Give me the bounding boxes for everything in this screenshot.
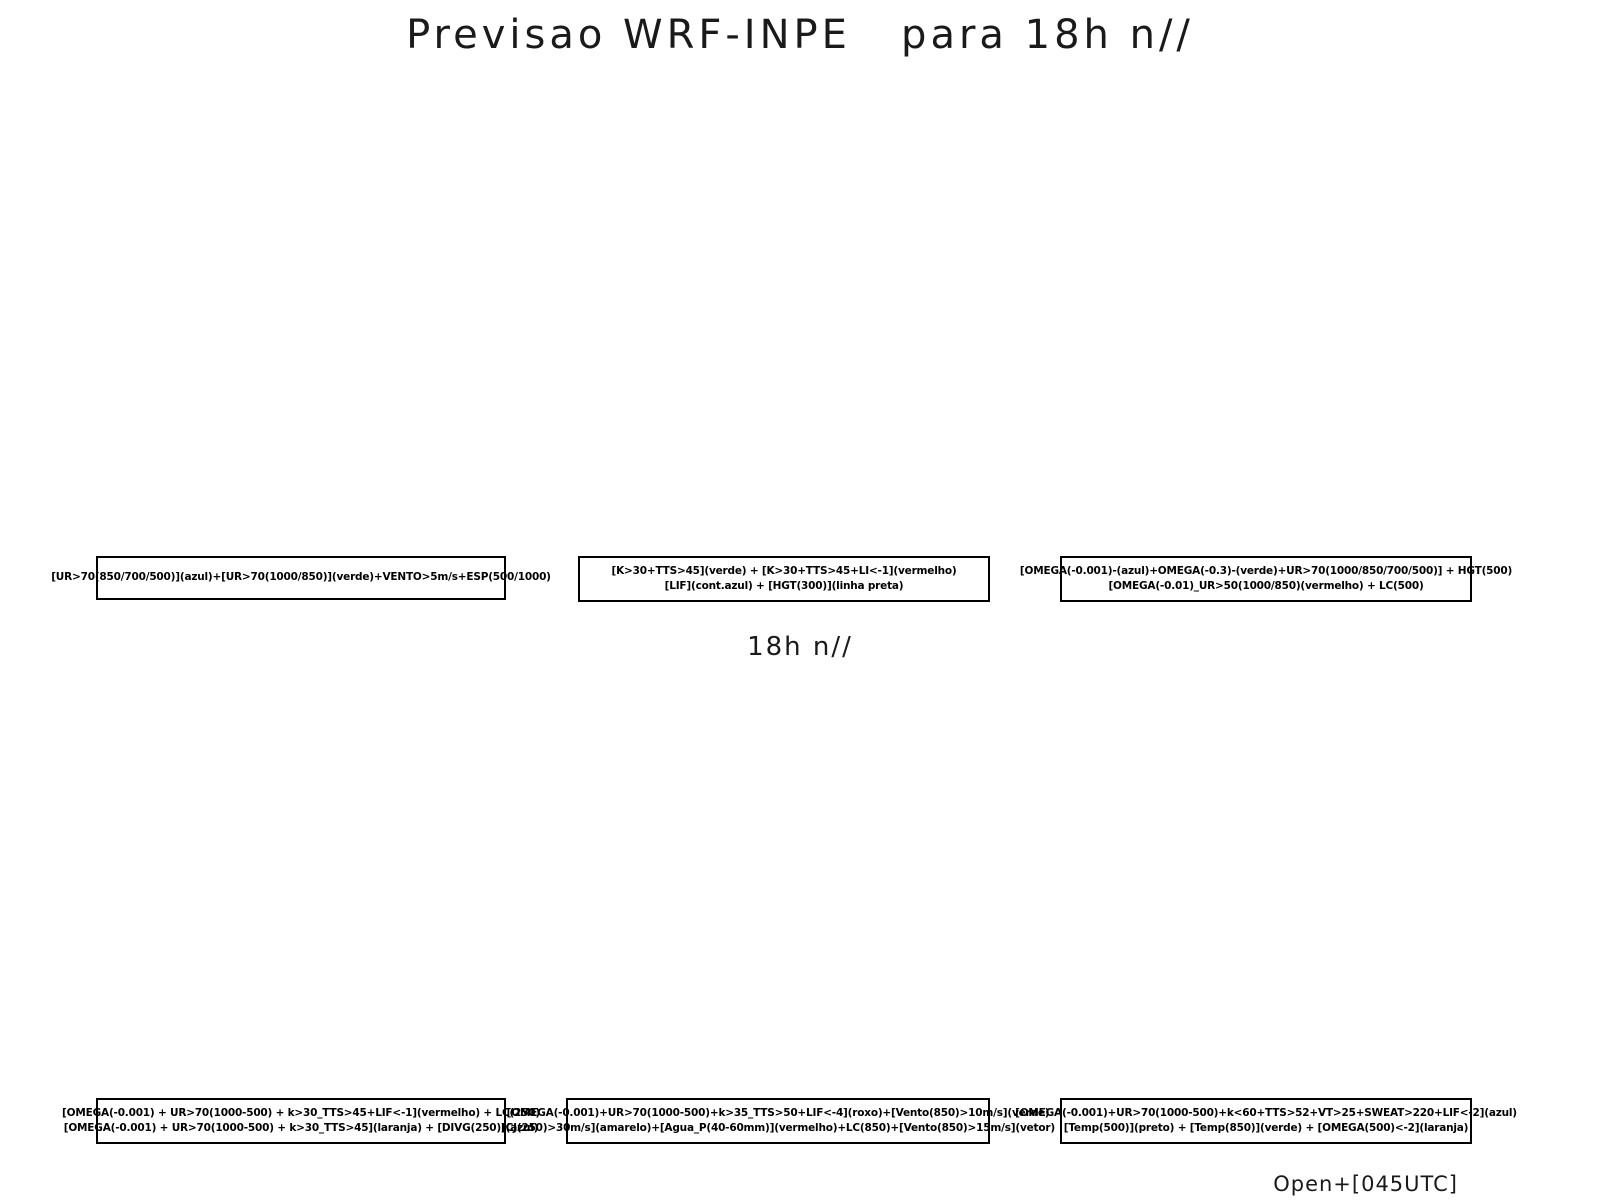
legend-box-lower-left xyxy=(62,1098,540,1144)
footer-note: Open+[045UTC] xyxy=(1273,1172,1458,1196)
legend-line: [OMEGA(-0.001)+UR>70(1000-500)+k<60+TTS>52+VT>25+SWEAT>220+LIF<-2](azul) xyxy=(1015,1106,1517,1119)
map-panel-lower-center xyxy=(566,680,990,1090)
legend-box-lower-center xyxy=(501,1098,1055,1144)
legend-line: [Temp(500)](preto) + [Temp(850)](verde) + [OMEGA(500)<-2](laranja) xyxy=(1063,1122,1469,1134)
legend-line: [OMEGA(-0.001)-(azul)+OMEGA(-0.3)-(verde)+UR>70(1000/850/700/500)] + HGT(500) xyxy=(1019,564,1513,577)
map-panel-upper-right xyxy=(1060,100,1472,550)
map-panel-upper-left xyxy=(96,100,506,550)
legend-line: [CJ(250)>30m/s](amarelo)+[Agua_P(40-60mm)](vermelho)+LC(850)+[Vento(850)>15m/s](vetor) xyxy=(501,1122,1055,1134)
legend-line: [OMEGA(-0.001)+UR>70(1000-500)+k>35_TTS>50+LIF<-4](roxo)+[Vento(850)>10m/s](verde) xyxy=(506,1106,1050,1119)
legend-line: [OMEGA(-0.01)_UR>50(1000/850)(vermelho) + LC(500) xyxy=(1108,580,1424,592)
legend-line: [K>30+TTS>45](verde) + [K>30+TTS>45+LI<-1](vermelho) xyxy=(611,564,957,577)
page-title: Previsao WRF-INPE para 18h n// xyxy=(406,12,1194,58)
legend-box-upper-center xyxy=(578,556,990,602)
legend-line: [UR>70(850/700/500)](azul)+[UR>70(1000/850)](verde)+VENTO>5m/s+ESP(500/1000) xyxy=(51,571,551,584)
subtitle: 18h n// xyxy=(747,632,853,662)
legend-box-upper-right xyxy=(1019,556,1513,602)
map-panel-upper-center xyxy=(578,100,990,550)
legend-line: [OMEGA(-0.001) + UR>70(1000-500) + k>30_TTS>45](laranja) + [DIVG(250)](azul) xyxy=(63,1122,539,1134)
map-panel-lower-right xyxy=(1060,680,1472,1090)
legend-line: [OMEGA(-0.001) + UR>70(1000-500) + k>30_TTS>45+LIF<-1](vermelho) + LC(250) xyxy=(62,1106,540,1119)
legend-line: [LIF](cont.azul) + [HGT(300)](linha preta) xyxy=(664,580,904,592)
legend-box-lower-right xyxy=(1015,1098,1517,1144)
legend-box-upper-left xyxy=(51,556,551,600)
map-panel-lower-left xyxy=(96,680,506,1090)
